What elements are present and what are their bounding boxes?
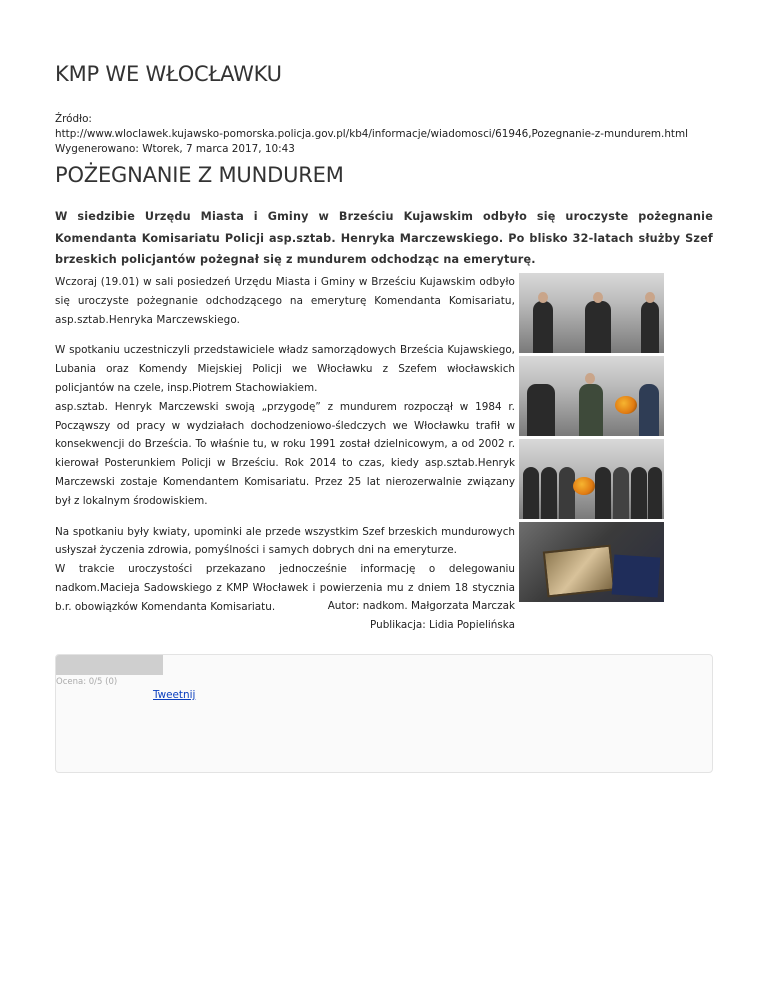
person-head [645,292,655,303]
person-figure [527,384,555,436]
person-figure [523,467,539,519]
article-credits [55,597,515,635]
photo-group[interactable] [519,439,664,519]
article-title: POŻEGNANIE Z MUNDUREM [55,163,344,187]
generated-date: Wygenerowano: Wtorek, 7 marca 2017, 10:43 [55,143,295,155]
person-figure [613,467,629,519]
rating-panel [55,654,713,773]
person-head [538,292,548,303]
paragraph: asp.sztab. Henryk Marczewski swoją „przygodę” z mundurem rozpoczął w 1984 r. Począwszy od pracy w wydziałach dochodzeniowo-śledczych we Włocławku trafił w konsekwencji do Brześcia. To właśnie tu, w roku 1991 został dzielnicowym, a od 2002 r. kierował Posterunkiem Policji w Brześciu. Rok 2014 to czas, kiedy asp.sztab.Henryk Marczewski zostaje Komendantem Komisariatu. Przez 25 lat nierozerwalnie związany był z lokalnym środowiskiem. [55,400,515,507]
person-figure [579,384,603,436]
person-figure [631,467,647,519]
person-figure [533,301,553,353]
gift-folder [612,554,661,597]
person-figure [639,384,659,436]
paragraph: Wczoraj (19.01) w sali posiedzeń Urzędu Miasta i Gminy w Brześciu Kujawskim odbyło się uroczyste pożegnanie odchodzącego na emeryturę Komendanta Komisariatu, asp.sztab.Henryka Marczewskiego. [55,276,515,326]
person-figure [585,301,611,353]
source-meta [55,112,688,157]
author-line: Autor: nadkom. Małgorzata Marczak [327,600,515,612]
source-label: Źródło: [55,113,92,125]
publication-line: Publikacja: Lidia Popielińska [370,619,515,631]
paragraph: W trakcie uroczystości przekazano jednocześnie informację o delegowaniu nadkom.Macieja Sadowskiego z KMP Włocławek i powierzenia mu z dniem 18 stycznia b.r. obowiązków Komendanta Komisariatu. [55,563,515,613]
flowers [573,477,595,495]
person-head [593,292,603,303]
site-title: KMP WE WŁOCŁAWKU [55,62,282,86]
person-figure [641,301,659,353]
paragraph: W spotkaniu uczestniczyli przedstawiciele władz samorządowych Brześcia Kujawskiego, Lubania oraz Komendy Miejskiej Policji we Włocławku z Szefem włocławskich policjantów na czele, insp.Piotrem Stachowiakiem. [55,344,515,394]
rating-label: Ocena: 0/5 (0) [56,677,118,687]
tweet-link[interactable]: Tweetnij [153,689,196,701]
person-figure [559,467,575,519]
paragraph: Na spotkaniu były kwiaty, upominki ale przede wszystkim Szef brzeskich mundurowych usłyszał życzenia zdrowia, pomyślności i samych dobrych dni na emeryturze. [55,525,515,557]
article-body [55,273,515,629]
person-figure [595,467,611,519]
rating-stars[interactable] [56,655,163,675]
photo-gallery [519,273,664,605]
photo-handshake[interactable] [519,273,664,353]
source-url: http://www.wloclawek.kujawsko-pomorska.policja.gov.pl/kb4/informacje/wiadomosci/61946,Pozegnanie-z-mundurem.html [55,128,688,140]
person-figure [541,467,557,519]
person-head [585,373,595,384]
person-figure [648,467,662,519]
commemorative-plaque [543,545,615,598]
flowers [615,396,637,414]
article-lead: W siedzibie Urzędu Miasta i Gminy w Brześciu Kujawskim odbyło się uroczyste pożegnanie Komendanta Komisariatu Policji asp.sztab. Henryka Marczewskiego. Po blisko 32-latach służby Szef brzeskich policjantów pożegnał się z mundurem odchodząc na emeryturę. [55,210,713,266]
photo-plaque[interactable] [519,522,664,602]
photo-flowers[interactable] [519,356,664,436]
